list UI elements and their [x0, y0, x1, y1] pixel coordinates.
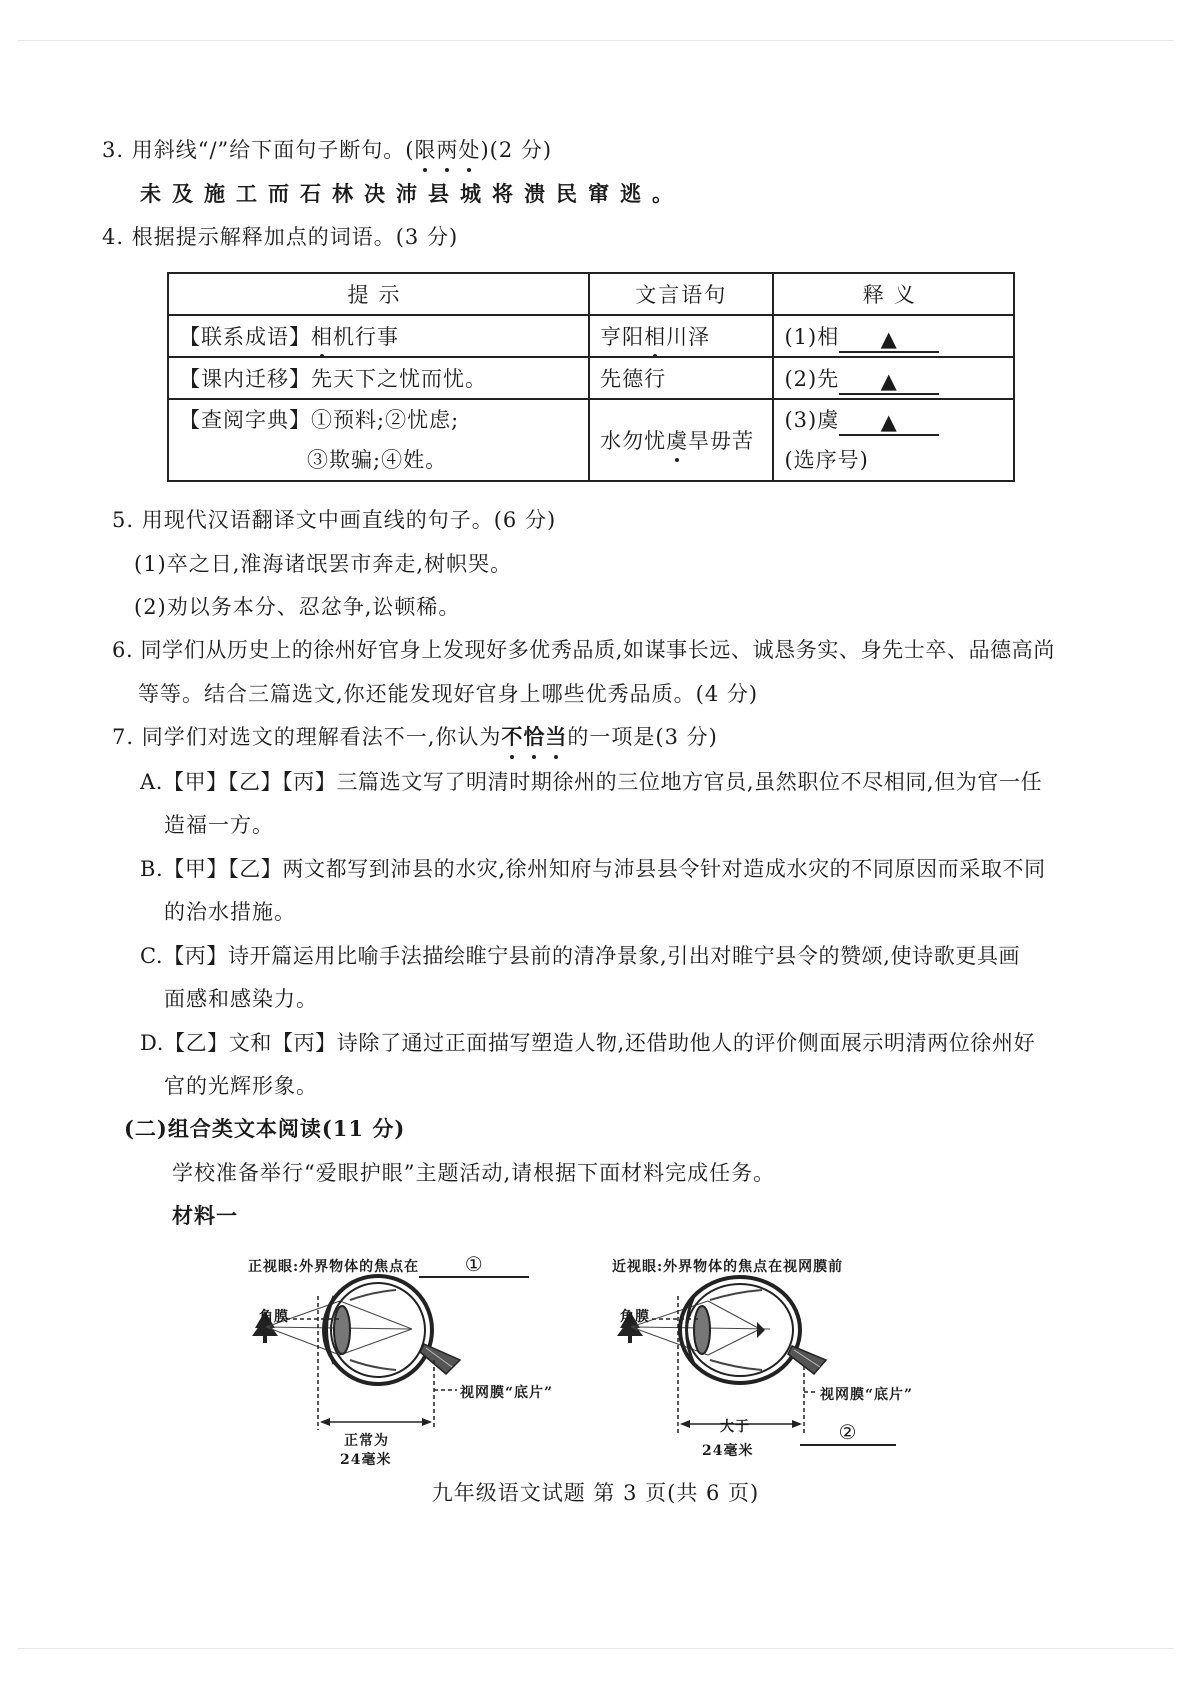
emphasis-char: 不: [501, 722, 523, 752]
question-5-prompt: 5. 用现代汉语翻译文中画直线的句子。(6 分): [112, 508, 557, 532]
normal-length-line-1: 正常为: [344, 1433, 389, 1449]
answer-blank[interactable]: ②: [800, 1420, 896, 1446]
myopic-eye-caption: 近视眼:外界物体的焦点在视网膜前: [612, 1259, 844, 1275]
question-5-item-2: (2)劝以务本分、忍忿争,讼顿稀。: [134, 595, 461, 619]
row3-hint: 【查阅字典】①预料;②忧虑; ③欺骗;④姓。: [168, 399, 589, 481]
row2-hint: 【课内迁移】先天下之忧而忧。: [168, 357, 589, 399]
option-c-line-2: 面感和感染力。: [164, 987, 318, 1011]
question-6-line-2: 等等。结合三篇选文,你还能发现好官身上哪些优秀品质。(4 分): [138, 682, 759, 706]
retina-label-left: 视网膜“底片”: [460, 1385, 554, 1401]
option-d-line-2: 官的光辉形象。: [164, 1074, 318, 1098]
question-6-line-1: 6. 同学们从历史上的徐州好官身上发现好多优秀品质,如谋事长远、诚恳务实、身先士卒、品德高尚: [112, 638, 1055, 662]
header-sentence: 文言语句: [589, 273, 773, 315]
emphasis-char: 限: [414, 135, 436, 165]
header-hint: 提示: [168, 273, 589, 315]
row3-sentence: 水勿忧虞旱毋苦: [589, 399, 773, 481]
material-label: 材料一: [172, 1203, 238, 1228]
row2-meaning: (2)先 ▲: [773, 357, 1014, 399]
row1-meaning: (1)相 ▲: [773, 315, 1014, 357]
option-b-line-2: 的治水措施。: [164, 900, 296, 924]
emphasis-char: 处: [458, 135, 480, 165]
answer-blank-2-wrap: [800, 1420, 896, 1446]
question-5-item-1: (1)卒之日,淮海诸氓罢市奔走,树帜哭。: [134, 552, 513, 576]
normal-eye-diagram: [252, 1276, 460, 1430]
emphasis-char: 虞: [666, 425, 688, 455]
answer-blank[interactable]: ▲: [839, 410, 939, 436]
emphasis-char: 恰: [523, 722, 545, 752]
question-3-sentence: 未及施工而石林决沛县城将溃民窜逃。: [140, 181, 684, 206]
retina-label-right: 视网膜“底片”: [820, 1387, 914, 1403]
question-3-prompt: 3. 用斜线“/”给下面句子断句。(限两处)(2 分): [102, 135, 552, 165]
emphasis-char: 两: [436, 135, 458, 165]
emphasis-char: 当: [545, 722, 567, 752]
option-a-line-1: A.【甲】【乙】【丙】三篇选文写了明清时期徐州的三位地方官员,虽然职位不尽相同,但为官一任: [140, 770, 1043, 794]
section-heading: (二)组合类文本阅读(11 分): [124, 1116, 406, 1141]
option-a-line-2: 造福一方。: [164, 813, 274, 837]
row2-sentence: 先德行: [589, 357, 773, 399]
option-d-line-1: D.【乙】文和【丙】诗除了通过正面描写塑造人物,还借助他人的评价侧面展示明清两位徐州好: [140, 1031, 1036, 1055]
header-meaning: 释义: [773, 273, 1014, 315]
answer-blank[interactable]: ▲: [839, 369, 939, 395]
option-b-line-1: B.【甲】【乙】两文都写到沛县的水灾,徐州知府与沛县县令针对造成水灾的不同原因而采取不同: [140, 857, 1046, 881]
row1-sentence: 亨阳相川泽: [589, 315, 773, 357]
option-c-line-1: C.【丙】诗开篇运用比喻手法描绘睢宁县前的清净景象,引出对睢宁县令的赞颂,使诗歌更具画: [140, 944, 1021, 968]
myopic-length-line-2: 24毫米: [702, 1443, 754, 1459]
section-intro: 学校准备举行“爱眼护眼”主题活动,请根据下面材料完成任务。: [172, 1161, 776, 1185]
normal-eye-caption: 正视眼:外界物体的焦点在 ①: [248, 1252, 529, 1278]
row1-hint: 【联系成语】相机行事: [168, 315, 589, 357]
answer-blank[interactable]: ▲: [839, 327, 939, 353]
question-4-prompt: 4. 根据提示解释加点的词语。(3 分): [102, 225, 459, 249]
page-footer: 九年级语文试题 第 3 页(共 6 页): [431, 1481, 760, 1505]
cornea-label-left: 角膜: [259, 1309, 289, 1325]
emphasis-char: 相: [311, 321, 333, 351]
row3-meaning: (3)虞 ▲ (选序号): [773, 399, 1014, 481]
myopic-length-line-1: 大于: [720, 1419, 750, 1435]
question-7-prompt: 7. 同学们对选文的理解看法不一,你认为不恰当的一项是(3 分): [112, 722, 718, 752]
cornea-label-right: 角膜: [620, 1309, 650, 1325]
answer-blank[interactable]: ①: [419, 1252, 529, 1278]
myopic-eye-diagram: [617, 1277, 826, 1434]
normal-length-line-2: 24毫米: [340, 1452, 392, 1468]
emphasis-char: 相: [644, 321, 666, 351]
